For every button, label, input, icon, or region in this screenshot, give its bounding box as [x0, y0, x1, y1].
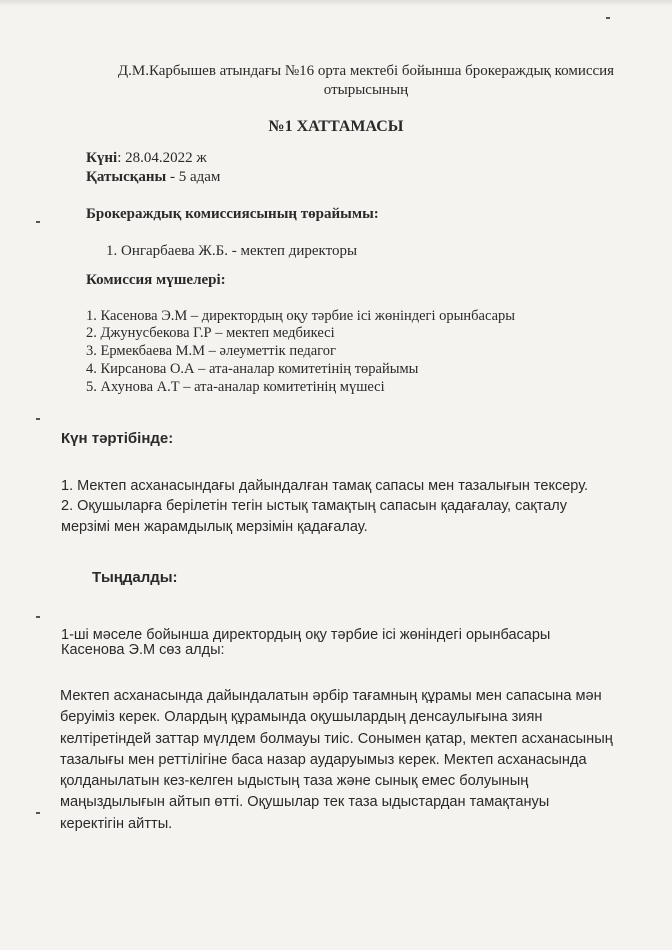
margin-mark [36, 616, 40, 618]
speech-line: керектігін айтты. [60, 815, 173, 832]
chair-item: 1. Онгарбаева Ж.Б. - мектеп директоры [106, 243, 358, 259]
date-value: : 28.04.2022 ж [117, 150, 207, 166]
attendees-value: - 5 адам [166, 169, 221, 185]
date-line [86, 150, 207, 167]
attendees-line [86, 169, 220, 186]
speech-line: Мектеп асханасында дайындалатын әрбір тағамның құрамы мен сапасына мән [60, 688, 602, 704]
heard-heading: Тыңдалды: [92, 569, 178, 586]
speech-line: беруіміз керек. Олардың құрамында оқушылардың денсаулығына зиян [60, 709, 543, 726]
speech-line: тазалығы мен реттілігіне баса назар аударуымыз керек. Мектеп асханасында [60, 751, 587, 768]
agenda-item: 2. Оқушыларға берілетін тегін ыстық тамақтың сапасын қадағалау, сақталу [61, 498, 568, 514]
member-item: 4. Кирсанова О.А – ата-аналар комитетінің төрайымы [86, 361, 419, 377]
document-title [60, 62, 672, 100]
date-label: Күні [86, 150, 118, 166]
member-item: 2. Джунусбекова Г.Р – мектеп медбикесі [86, 325, 335, 341]
speech-paragraph [60, 686, 660, 835]
chair-heading: Брокераждық комиссиясының төрайымы: [86, 206, 379, 222]
agenda-heading: Күн тәртібінде: [61, 430, 174, 447]
speech-line: қолданылатын кез-келген ыдыстың таза және сынық емес болуының [60, 773, 529, 790]
scan-edge [0, 0, 672, 6]
speech-line: маңыздылығын айтып өтті. Оқушылар тек таза ыдыстардан тамақтануы [60, 794, 550, 811]
member-item: 1. Касенова Э.М – директордың оқу тәрбие ісі жөніндегі орынбасары [86, 308, 516, 324]
agenda-item: 1. Мектеп асханасындағы дайындалған тамақ сапасы мен тазалығын тексеру. [61, 478, 589, 494]
margin-mark [36, 418, 40, 420]
margin-mark [36, 221, 40, 223]
members-heading: Комиссия мүшелері: [86, 272, 226, 288]
title-line-2: отырысының [323, 82, 409, 98]
member-item: 5. Ахунова А.Т – ата-аналар комитетінің мүшесі [86, 379, 385, 395]
agenda-item: мерзімі мен жарамдылық мерзімін қадағалау. [61, 519, 368, 535]
attendees-label: Қатысқаны [86, 169, 167, 185]
margin-mark [36, 812, 40, 814]
speech-line: келтіретіндей заттар мүлдем болмауы тиіс. Сонымен қатар, мектеп асханасының [60, 730, 613, 747]
speaker-line-1: 1-ші мәселе бойынша директордың оқу тәрбие ісі жөніндегі орынбасары [61, 627, 551, 643]
margin-mark [606, 17, 610, 19]
member-item: 3. Ермекбаева М.М – әлеуметтік педагог [86, 343, 336, 359]
title-line-1: Д.М.Карбышев атындағы №16 орта мектебі бойынша брокераждық комиссия [117, 63, 615, 79]
speaker-line-2: Касенова Э.М сөз алды: [61, 642, 225, 658]
protocol-heading: №1 ХАТТАМАСЫ [268, 118, 404, 135]
